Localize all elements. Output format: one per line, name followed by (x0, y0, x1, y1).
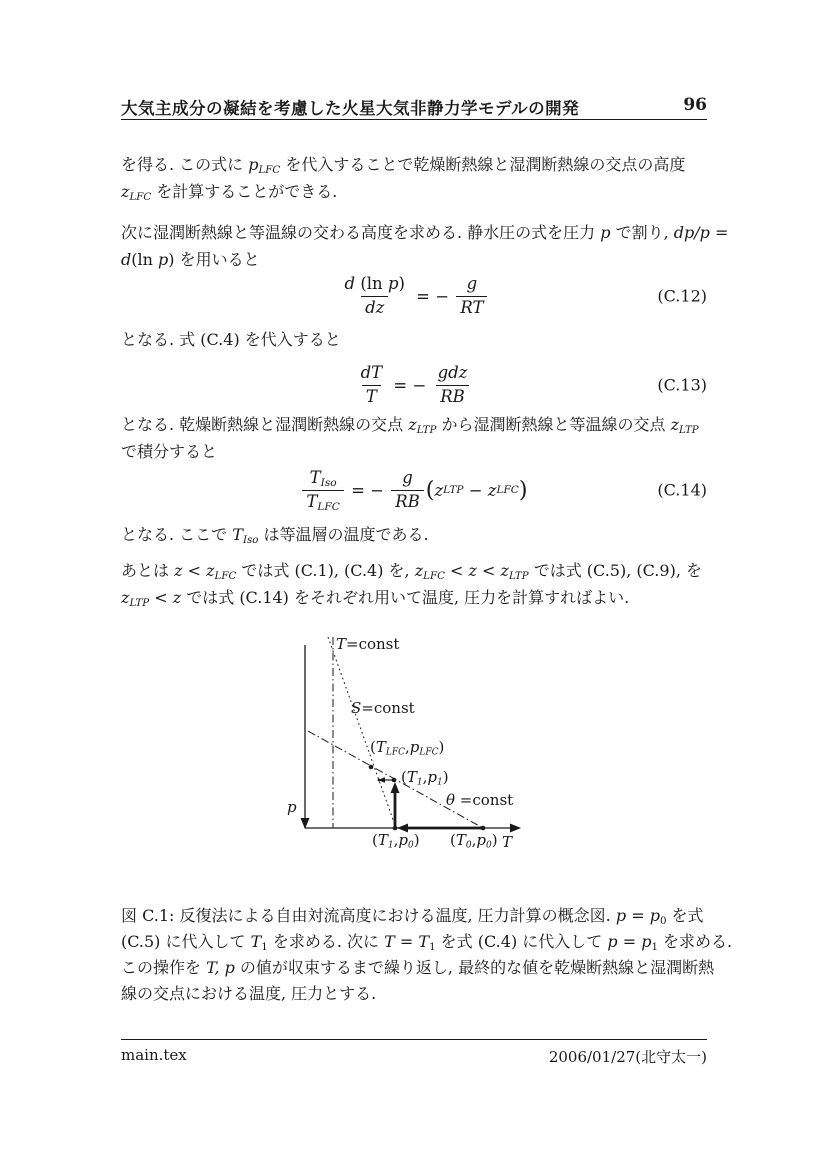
label-point-t1p1: $(T_1,p_1)$ (401, 768, 449, 788)
label-point-lfc: $(T_{LFC},p_{LFC})$ (370, 738, 445, 758)
paragraph-hydrostatic: 次に湿潤断熱線と等温線の交わる高度を求める. 静水圧の式を圧力 p で割り, dp/p = d(ln p) を用いると (121, 223, 729, 269)
paragraph-integrate: となる. 乾燥断熱線と湿潤断熱線の交点 $z_{LTP}$ から湿潤断熱線と等温線の交点 $z_{LTP}$ で積分すると (121, 415, 699, 461)
label-point-t1p0: $(T_1,p_0)$ (372, 831, 420, 851)
convergence-point-dot (378, 779, 381, 782)
data-point-t1p0 (393, 826, 398, 831)
paragraph-iso-temp: となる. ここで $T_{Iso}$ は等温層の温度である. (121, 525, 429, 546)
figure-diagram (280, 633, 540, 873)
equation-c13-math: $\frac{dT}{T}$ = − $\frac{\text{gdz}}{RB}$ (360, 362, 468, 406)
paragraph-intro: を得る. この式に $p_{LFC}$ を代入することで乾燥断熱線と湿潤断熱線の交点の高度 $z_{LFC}$ を計算することができる. (121, 155, 686, 203)
page-header-title: 大気主成分の凝結を考慮した火星大気非静力学モデルの開発 (121, 99, 580, 118)
equation-c13-tag: (C.13) (657, 375, 707, 395)
t-axis-arrowhead (510, 824, 521, 833)
footer-date-author: 2006/01/27(北守太一) (548, 1048, 707, 1066)
equation-c14-tag: (C.14) (657, 480, 707, 500)
data-point-t1p1 (392, 778, 397, 783)
equation-c12-math: $\frac{\text{d (ln p)}}{dz}$ = − $\frac{g}{RT}$ (339, 275, 490, 318)
equation-c14 (121, 462, 707, 518)
p-axis-arrowhead (301, 818, 310, 829)
equation-c12 (121, 268, 707, 324)
equation-c12-tag: (C.12) (657, 286, 707, 306)
label-p-axis: p (287, 798, 297, 816)
moist-adiabat-line (328, 637, 396, 828)
paragraph-subst-c4: となる. 式 (C.4) を代入すると (121, 330, 341, 349)
data-point-lfc (369, 765, 374, 770)
data-point-t0p0 (481, 826, 486, 831)
figure-caption: 図 C.1: 反復法による自由対流高度における温度, 圧力計算の概念図. $p = p_0$ を式 (C.5) に代入して $T_1$ を求める. 次に $T = T_1$ を式 (C.4) に代入して $p = p_1$ を求める. この操作を T, p の値が収束するまで繰り返し, 最終的な値を乾燥断熱線と湿潤断熱 線の交点における温度, 圧力とする. (121, 906, 733, 1003)
label-s-const: S=const (351, 699, 415, 717)
page-number: 96 (683, 95, 707, 115)
footer-filename: main.tex (121, 1046, 187, 1064)
header-rule (121, 119, 707, 120)
iteration-arrow-vertical-head (391, 782, 400, 793)
paragraph-summary: あとは $z < z_{LFC}$ では式 (C.1), (C.4) を, $z_{LFC} < z < z_{LTP}$ では式 (C.5), (C.9), を $z_{LTP} < z$ では式 (C.14) をそれぞれ用いて温度, 圧力を計算すればよい. (121, 561, 702, 609)
label-t-axis: T (502, 833, 513, 851)
equation-c13 (121, 357, 707, 413)
label-point-t0p0: $(T_0,p_0)$ (450, 831, 498, 851)
label-theta-const: θ =const (446, 791, 514, 809)
equation-c14-math: $\frac{T_{Iso}}{T_{LFC}}$ = − $\frac{g}{RB}$ ( z LTP − z LFC ) (300, 469, 527, 512)
label-t-const: T=const (336, 635, 400, 653)
footer-rule (121, 1039, 707, 1040)
